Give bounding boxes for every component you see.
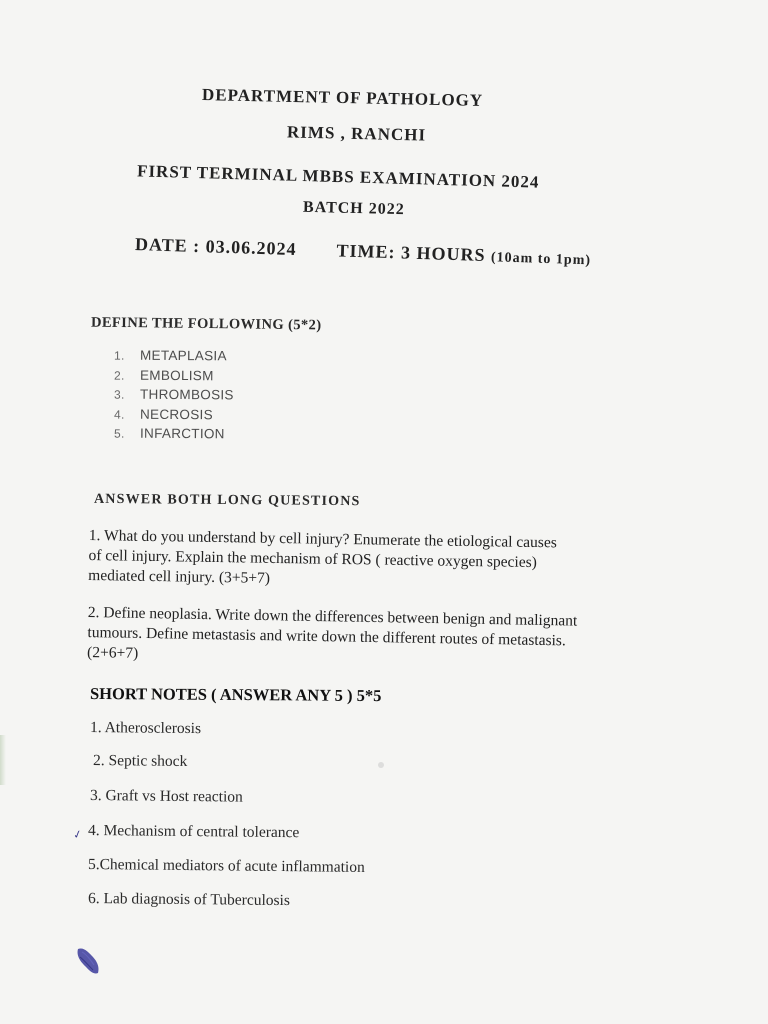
date-time-line	[135, 234, 592, 269]
short-notes-heading: SHORT NOTES ( ANSWER ANY 5 ) 5*5	[89, 683, 382, 706]
short-note-item: 6. Lab diagnosis of Tuberculosis	[87, 890, 291, 910]
time-detail: (10am to 1pm)	[490, 250, 592, 269]
exam-date: DATE : 03.06.2024	[134, 234, 297, 260]
time-value: 3 HOURS	[400, 242, 486, 266]
long-question-2: 2. Define neoplasia. Write down the differences between benign and malignant tumours. Define metastasis and write down the different routes of metastasis. (2+6+7)	[86, 603, 578, 662]
long-questions-heading: ANSWER BOTH LONG QUESTIONS	[93, 491, 361, 510]
short-note-item: 1. Atherosclerosis	[89, 719, 202, 738]
paper-speck	[378, 762, 384, 768]
define-list	[114, 348, 234, 446]
batch-heading: BATCH 2022	[302, 198, 405, 219]
short-note-item: 4. Mechanism of central tolerance	[87, 822, 300, 842]
list-item: 5. INFARCTION	[113, 425, 225, 442]
ink-blot-icon	[74, 946, 102, 976]
time-label: TIME:	[336, 240, 396, 263]
institute-heading: RIMS , RANCHI	[286, 122, 427, 145]
short-note-item: 2. Septic shock	[92, 752, 188, 770]
list-item: 2. EMBOLISM	[113, 367, 214, 383]
define-section-heading: DEFINE THE FOLLOWING (5*2)	[90, 314, 322, 334]
list-item: 1. METAPLASIA	[113, 347, 227, 364]
list-item: 4. NECROSIS	[113, 406, 213, 422]
long-question-1: 1. What do you understand by cell injury? Enumerate the etiological causes of cell injury. Explain the mechanism of ROS ( reactive oxygen species) mediated cell injury. (3+5+7)	[88, 526, 557, 587]
paper-edge-mark	[0, 735, 6, 785]
exam-heading: FIRST TERMINAL MBBS EXAMINATION 2024	[136, 161, 540, 192]
tick-mark-icon: ✓	[71, 827, 84, 842]
department-heading: DEPARTMENT OF PATHOLOGY	[201, 85, 484, 110]
short-note-item: 5.Chemical mediators of acute inflammation	[87, 856, 365, 876]
short-note-item: 3. Graft vs Host reaction	[89, 787, 243, 806]
list-item: 3. THROMBOSIS	[113, 386, 234, 403]
